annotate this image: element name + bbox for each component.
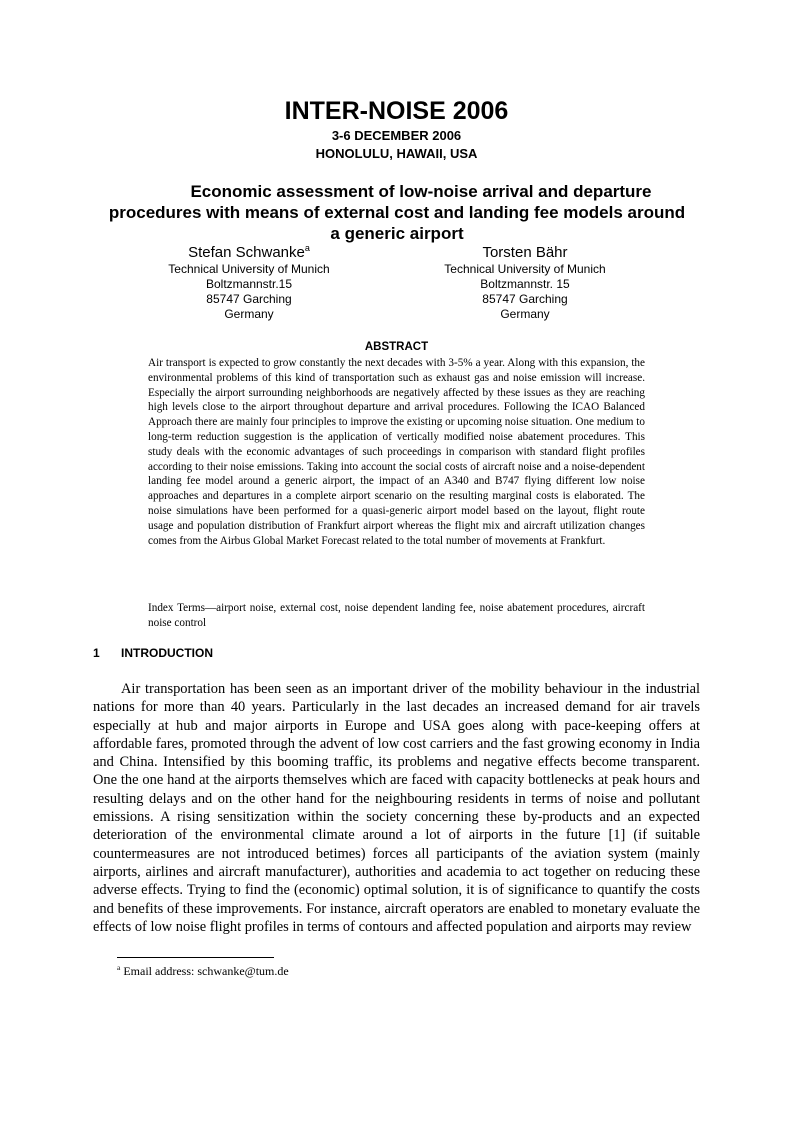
conference-location: HONOLULU, HAWAII, USA [315, 146, 478, 161]
author-block-2 [405, 244, 645, 322]
author-city: 85747 Garching [206, 292, 292, 306]
footnote-text: Email address: schwanke@tum.de [123, 964, 289, 978]
author-city: 85747 Garching [482, 292, 568, 306]
conference-date: 3-6 DECEMBER 2006 [331, 128, 462, 143]
author-name [405, 244, 645, 262]
author-street: Boltzmannstr.15 [205, 277, 293, 291]
author-name [129, 244, 369, 262]
footnote [117, 964, 289, 979]
footnote-mark: a [117, 963, 121, 972]
author-affiliation: Technical University of Munich [168, 262, 330, 276]
author-country: Germany [500, 307, 550, 321]
footnote-divider [117, 957, 274, 958]
abstract-text: Air transport is expected to grow constantly the next decades with 3-5% a year. Along with this expansion, the environmental problems of this kind of transportation such as exhaust gas and noise emission will increase. Especially the airport surrounding neighborhoods are negatively affected by these issues as they are reaching high levels close to the airport throughout departure and arrival procedures. Following the ICAO Balanced Approach there are mainly four principles to improve the existing or upcoming noise situation. One medium to long-term reduction suggestion is the application of vertically modified noise abatement procedures. This study deals with the economic advantages of such proceedings in comparison with standard flight profiles according to their noise emissions. Taking into account the social costs of aircraft noise and a noise-dependent landing fee model around a generic airport, the impact of an A340 and B747 flying different low noise approaches and departures in a complete airport scenario on the resulting marginal costs is elaborated. The noise simulations have been performed for a quasi-generic airport model based on the layout, flight route usage and population distribution of Frankfurt airport whereas the flight mix and aircraft utilization changes comes from the Airbus Global Market Forecast related to the total number of movements at Frankfurt. [148, 357, 645, 547]
author-country: Germany [224, 307, 274, 321]
introduction-text: Air transportation has been seen as an important driver of the mobility behaviour in the industrial nations for more than 40 years. Particularly in the last decades an increased demand for air travels especially at hub and major airports in Europe and USA goes along with pace-keeping offers at affordable fares, promoted through the advent of low cost carriers and the fast growing economy in India and China. Intensified by this booming traffic, its problems and negative effects become transparent. One the one hand at the airports themselves which are faced with capacity bottlenecks at peak hours and resulting delays and on the other hand for the neighbouring residents in terms of noise and pollutant emissions. A rising sensitization within the society concerning these by-products and an expected deterioration of the environmental climate around a lot of airports in the future [1] (if suitable countermeasures are not introduced betimes) forces all participants of the aviation system (mainly airports, airlines and aircraft manufacturer), authorities and academia to act together on reducing these adverse effects. Trying to find the (economic) optimal solution, it is of significance to quantify the costs and benefits of these improvements. For instance, aircraft operators are enabled to monetary evaluate the effects of low noise flight profiles in terms of contours and affected population and airports may review [93, 681, 700, 935]
section-title: INTRODUCTION [121, 646, 213, 660]
author-street: Boltzmannstr. 15 [480, 277, 570, 291]
author-name-text: Stefan Schwanke [188, 244, 305, 261]
conference-title: INTER-NOISE 2006 [284, 97, 509, 125]
author-footnote-mark: a [304, 243, 310, 253]
author-block-1 [129, 244, 369, 322]
author-affiliation: Technical University of Munich [444, 262, 606, 276]
section-heading [93, 646, 213, 661]
index-terms: Index Terms—airport noise, external cost, noise dependent landing fee, noise abatement procedures, aircraft noise control [148, 602, 645, 629]
author-name-text: Torsten Bähr [482, 244, 568, 261]
paper-title: Economic assessment of low-noise arrival and departure procedures with means of external cost and landing fee models around a generic airport [108, 182, 686, 243]
abstract-heading: ABSTRACT [364, 341, 429, 353]
section-number: 1 [93, 646, 100, 660]
